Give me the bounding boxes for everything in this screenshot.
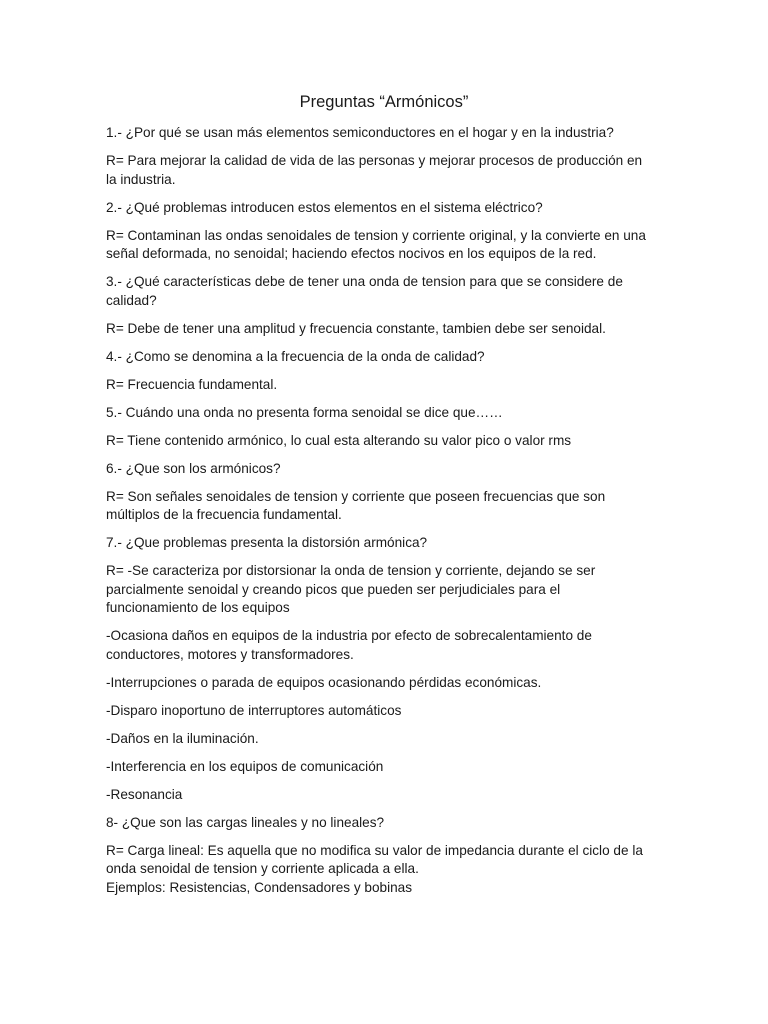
paragraph [106,460,666,479]
text-line: -Interrupciones o parada de equipos ocasionando pérdidas económicas. [106,674,542,690]
text-line: -Ocasiona daños en equipos de la industria por efecto de sobrecalentamiento de [106,628,592,643]
document-title: Preguntas “Armónicos” [299,93,469,111]
paragraph [106,674,666,693]
text-line: la industria. [106,171,176,187]
text-line: 6.- ¿Que son los armónicos? [106,460,281,476]
text-line: calidad? [106,292,157,308]
text-line: 7.- ¿Que problemas presenta la distorsión armónica? [106,535,428,550]
text-line: -Resonancia [106,786,183,802]
text-line: conductores, motores y transformadores. [106,646,354,662]
text-line: R= Contaminan las ondas senoidales de tension y corriente original, y la convierte en una [106,227,646,243]
text-line: señal deformada, no senoidal; haciendo efectos nocivos en los equipos de la red. [106,246,597,261]
text-line: múltiplos de la frecuencia fundamental. [106,507,342,522]
text-line: 4.- ¿Como se denomina a la frecuencia de la onda de calidad? [106,348,485,364]
paragraph [106,627,666,664]
text-line: onda senoidal de tension y corriente aplicada a ella. [106,861,419,876]
text-line: 3.- ¿Qué características debe de tener una onda de tension para que se considere de [106,274,623,289]
text-line: funcionamiento de los equipos [106,600,290,615]
text-line: parcialmente senoidal y creando picos que pueden ser perjudiciales para el [106,581,561,597]
text-line: -Daños en la iluminación. [106,730,259,746]
text-line: R= Frecuencia fundamental. [106,376,278,392]
text-line: -Interferencia en los equipos de comunicación [106,758,384,774]
paragraph [106,432,666,451]
paragraph [106,814,666,833]
paragraph [106,273,666,310]
text-line: R= Tiene contenido armónico, lo cual esta alterando su valor pico o valor rms [106,432,572,448]
paragraph [106,152,666,189]
paragraph [106,320,666,339]
paragraph [106,376,666,395]
text-line: R= -Se caracteriza por distorsionar la onda de tension y corriente, dejando se ser [106,563,596,578]
paragraph [106,758,666,777]
text-line: 1.- ¿Por qué se usan más elementos semiconductores en el hogar y en la industria? [106,125,614,140]
paragraph [106,124,666,143]
text-line: R= Para mejorar la calidad de vida de las personas y mejorar procesos de producción en [106,153,643,168]
paragraph [106,786,666,805]
paragraph [106,562,666,618]
text-line: 8- ¿Que son las cargas lineales y no lineales? [106,814,385,830]
paragraph [106,488,666,525]
text-line: R= Carga lineal: Es aquella que no modifica su valor de impedancia durante el ciclo de la [106,842,643,858]
text-line: R= Debe de tener una amplitud y frecuencia constante, tambien debe ser senoidal. [106,320,606,336]
text-line: Ejemplos: Resistencias, Condensadores y bobinas [106,879,413,895]
paragraph [106,199,666,218]
paragraph [106,534,666,553]
text-line: 2.- ¿Qué problemas introducen estos elementos en el sistema eléctrico? [106,199,543,215]
paragraph [106,404,666,423]
text-line: 5.- Cuándo una onda no presenta forma senoidal se dice que…… [106,404,503,420]
paragraph [106,702,666,721]
paragraph [106,842,666,898]
text-line: -Disparo inoportuno de interruptores automáticos [106,702,402,718]
paragraph [106,227,666,264]
paragraph [106,348,666,367]
document-body [106,124,666,907]
paragraph [106,730,666,749]
text-line: R= Son señales senoidales de tension y corriente que poseen frecuencias que son [106,488,606,504]
